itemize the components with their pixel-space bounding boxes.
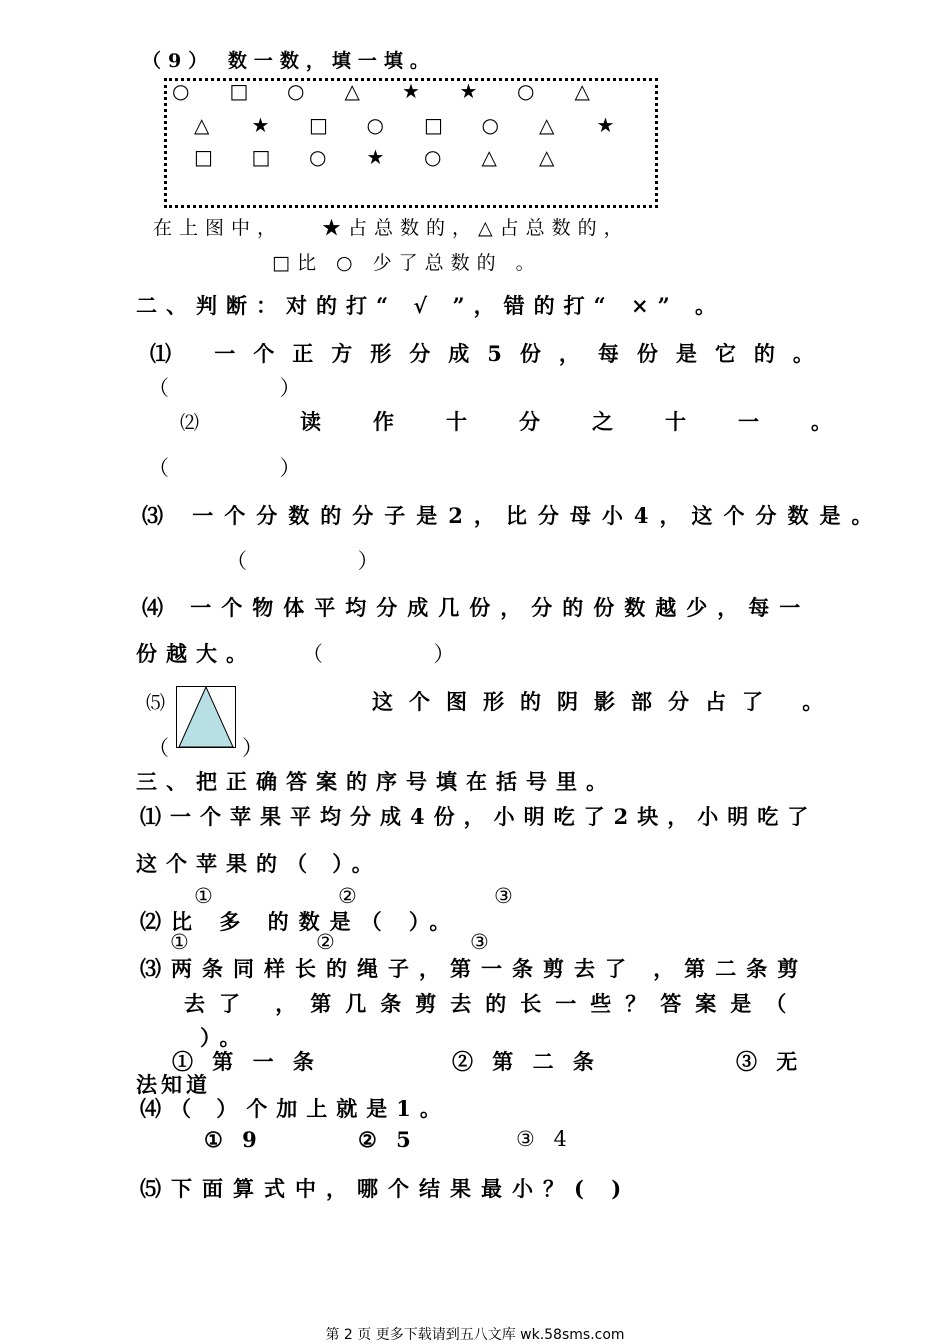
star-shape: ★ [366,145,385,169]
s2-q4b: 份越大。 [136,641,256,666]
section2-heading: 二、判断：对的打“ √ ”，错的打“ ×” 。 [136,293,725,318]
s3-q3-choice-b: ② 第 二 条 [452,1049,600,1074]
circle-shape: ○ [424,145,442,169]
circle-shape: ○ [517,79,535,103]
star-shape: ★ [402,79,420,103]
s3-q3b: 去了 ，第几条剪去的长一些？答案是（ [184,991,801,1016]
triangle-shape: △ [194,113,210,137]
s2-q1: ⑴ 一个正方形分成5份，每份是它的。 [150,341,832,366]
page-footer: 第 2 页 更多下载请到五八文库 wk.58sms.com [325,1327,625,1343]
s3-q3c: ）。 [200,1025,250,1050]
shaded-triangle-figure [176,686,236,748]
s2-q4: ⑷ 一个物体平均分成几份，分的份数越少，每一 [142,595,811,620]
circle-shape: ○ [481,113,499,137]
triangle-shape: △ [539,145,555,169]
section3-heading: 三、把正确答案的序号填在括号里。 [136,769,616,794]
s2-q5-number: ⑸ [146,692,173,714]
s3-q3-opt3: ③ [470,930,498,954]
s3-q2-opt3: ③ [494,884,522,908]
q9-line1b: ★占总数的，△占总数的， [322,217,630,239]
s3-q3-opt1: ① [170,930,198,954]
star-shape: ★ [459,79,478,103]
s2-q4-paren: （ ） [302,642,507,666]
s2-q5-paren-left: （ [148,736,178,760]
triangle-shape: △ [344,79,360,103]
q9-title: （9） 数一数，填一填。 [142,50,436,72]
square-shape: □ [424,113,443,137]
s3-q4-choice-a: ① 9 [204,1127,263,1152]
s2-q2-paren: （ ） [148,456,353,480]
circle-shape: ○ [287,79,305,103]
square-shape: □ [309,113,328,137]
circle-shape: ○ [172,79,190,103]
triangle-shape: △ [574,79,590,103]
s3-q4: ⑷（ ）个加上就是1。 [140,1096,450,1121]
s3-q2-opt2: ② [338,884,366,908]
s2-q3: ⑶ 一个分数的分子是2，比分母小4，这个分数是。 [142,503,884,528]
s2-q2-number: ⑵ [180,412,207,434]
s2-q3-paren: （ ） [226,549,431,573]
s3-q3-choice-c-cont: 法知道 [136,1072,211,1097]
q9-line1: 在上图中， [153,217,284,239]
s3-q1: ⑴一个苹果平均分成4份，小明吃了2块，小明吃了 [140,804,818,829]
s3-q3: ⑶两条同样长的绳子，第一条剪去了 ，第二条剪 [140,956,809,981]
q9-line2: □比 ○ 少了总数的 。 [272,252,542,274]
square-shape: □ [251,145,271,169]
s3-q1b: 这个苹果的（ ）。 [136,851,382,876]
star-shape: ★ [596,113,615,137]
s3-q2-opt1: ① [194,884,222,908]
circle-shape: ○ [366,113,384,137]
s2-q1-paren: （ ） [148,376,353,400]
s3-q3-opt2: ② [316,930,344,954]
s3-q3-choice-c: ③ 无 [736,1049,804,1074]
triangle-shape: △ [539,113,555,137]
star-shape: ★ [251,113,270,137]
s3-q5: ⑸下面算式中，哪个结果最小？( ) [140,1176,632,1201]
s2-q5-paren-right: ） [242,736,272,760]
circle-shape: ○ [309,145,327,169]
square-shape: □ [194,145,213,169]
s3-q4-choice-c: ③ 4 [516,1127,573,1151]
s2-q5: 这个图形的阴影部分占了 。 [372,689,840,714]
s2-q2: 读作十分之十一。 [300,409,884,434]
s3-q2: ⑵比 多 的数是（ ）。 [140,909,461,934]
square-shape: □ [229,79,249,103]
triangle-shape: △ [481,145,497,169]
s3-q3-choice-a: ① 第 一 条 [172,1049,320,1074]
s3-q4-choice-b: ② 5 [358,1127,417,1152]
